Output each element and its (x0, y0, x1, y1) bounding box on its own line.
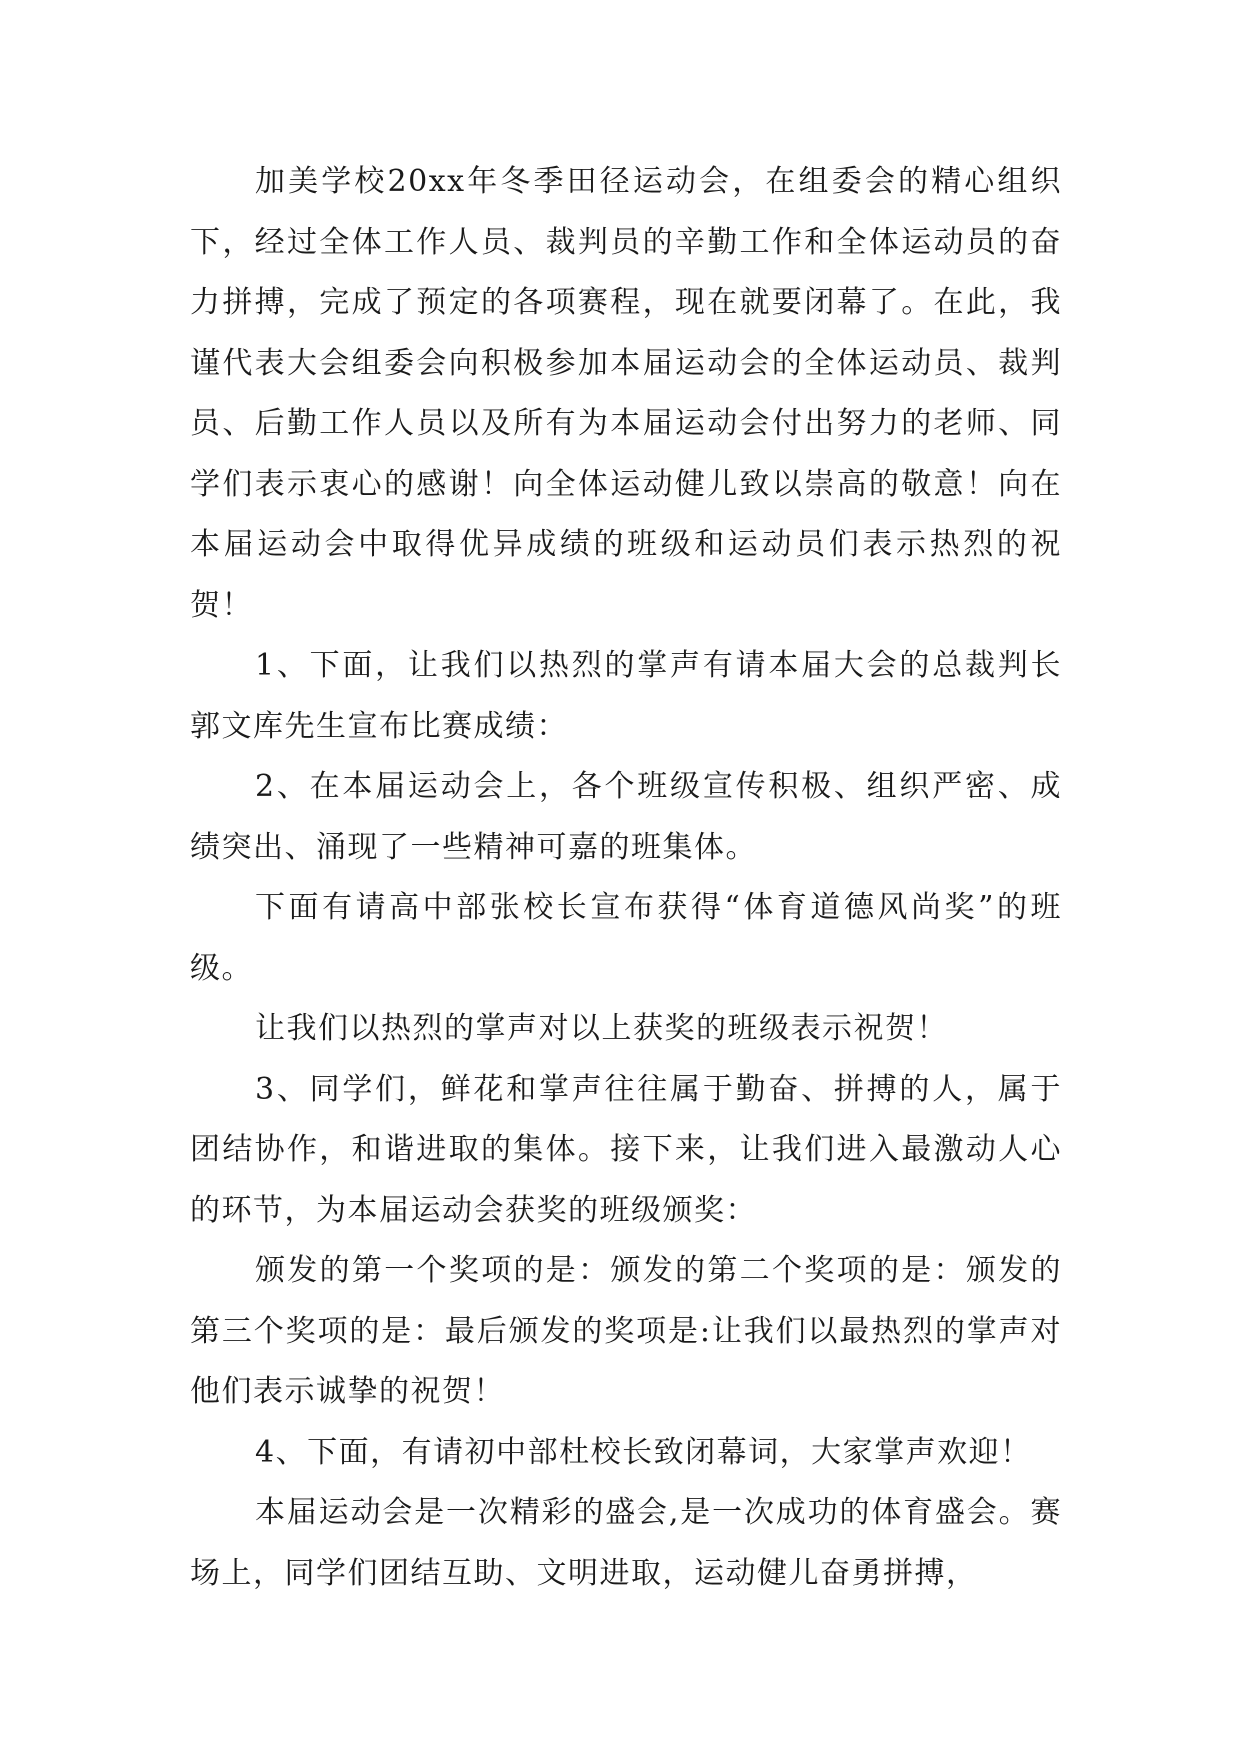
paragraph-item-4: 4、下面，有请初中部杜校长致闭幕词，大家掌声欢迎！ (255, 1434, 1032, 1470)
paragraph-opening: 加美学校20xx年冬季田径运动会，在组委会的精心组织下，经过全体工作人员、裁判员的辛勤工作和全体运动员的奋力拼搏，完成了预定的各项赛程，现在就要闭幕了。在此，我谨代表大会组委会向积极参加本届运动会的全体运动员、裁判员、后勤工作人员以及所有为本届运动会付出努力的老师、同学们表示衷心的感谢！向全体运动健儿致以崇高的敬意！向在本届运动会中取得优异成绩的班级和运动员们表示热烈的祝贺！ (190, 164, 1062, 623)
paragraph-sportsmanship-award: 下面有请高中部张校长宣布获得“体育道德风尚奖”的班级。 (190, 890, 1062, 986)
document-body (190, 152, 1062, 1604)
paragraph-awards: 颁发的第一个奖项的是：颁发的第二个奖项的是：颁发的第三个奖项的是：最后颁发的奖项是:让我们以最热烈的掌声对他们表示诚挚的祝贺！ (190, 1253, 1062, 1409)
paragraph-closing: 本届运动会是一次精彩的盛会,是一次成功的体育盛会。赛场上，同学们团结互助、文明进取，运动健儿奋勇拼搏， (190, 1495, 1062, 1591)
paragraph-item-3: 3、同学们，鲜花和掌声往往属于勤奋、拼搏的人，属于团结协作，和谐进取的集体。接下来，让我们进入最激动人心的环节，为本届运动会获奖的班级颁奖： (190, 1071, 1062, 1228)
paragraph-congratulations: 让我们以热烈的掌声对以上获奖的班级表示祝贺！ (255, 1011, 948, 1046)
paragraph-item-1: 1、下面，让我们以热烈的掌声有请本届大会的总裁判长郭文库先生宣布比赛成绩： (190, 648, 1062, 744)
paragraph-item-2: 2、在本届运动会上，各个班级宣传积极、组织严密、成绩突出、涌现了一些精神可嘉的班集体。 (190, 769, 1062, 865)
